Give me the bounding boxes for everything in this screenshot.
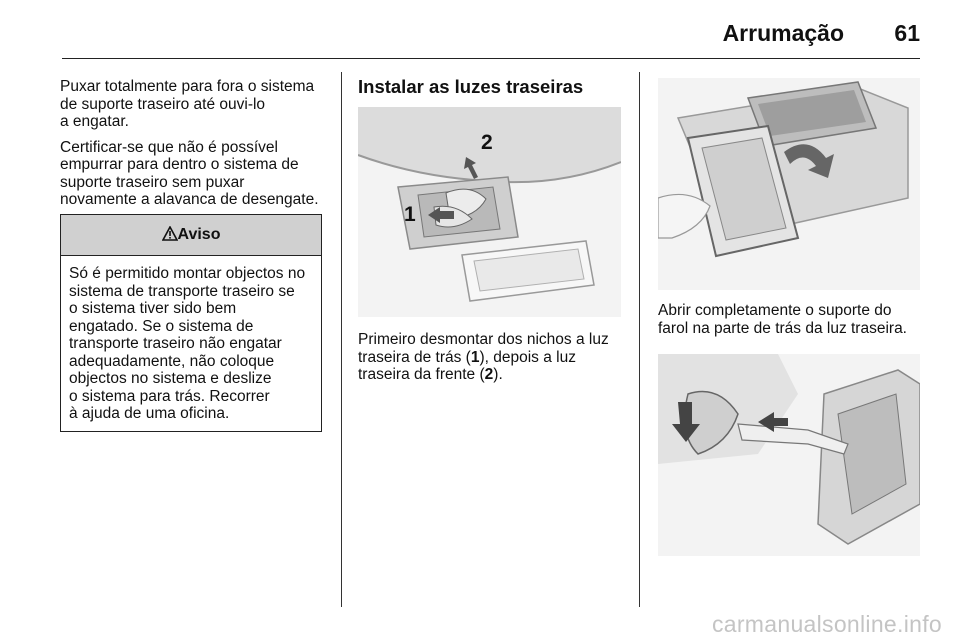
left-column — [60, 78, 330, 217]
section-heading: Instalar as luzes traseiras — [358, 76, 584, 97]
paragraph: Puxar totalmente para fora o sistema de suporte traseiro até ouvi-lo a engatar. — [60, 78, 315, 130]
bracket-opening-illustration — [658, 78, 920, 290]
warning-text: Só é permitido montar objectos no sistema de transporte traseiro se o sistema tiver sido bem engatado. Se o sistema de transporte traseiro não engatar adequadamente, não coloque objectos no sistema e deslize o sistema para trás. Recorrer à ajuda de uma oficina. — [69, 265, 306, 422]
column-divider — [639, 72, 640, 607]
figure-label-2: 2 — [481, 131, 493, 154]
warning-box — [60, 214, 322, 432]
caption-text: Primeiro desmontar dos nichos a luz traseira de trás ( — [358, 331, 609, 366]
figure-label-1: 1 — [404, 203, 416, 226]
bracket-drawing — [658, 78, 920, 290]
tail-light-removal-illustration — [358, 107, 621, 317]
caption-text: ), depois a luz traseira da frente ( — [358, 348, 576, 383]
middle-caption — [358, 331, 636, 384]
column-divider — [341, 72, 342, 607]
warning-header — [61, 215, 321, 256]
page-header — [62, 18, 920, 59]
warning-triangle-icon — [162, 226, 178, 241]
caption-text: ). — [493, 366, 503, 383]
watermark: carmanualsonline.info — [711, 611, 942, 637]
caption-ref-1: 1 — [470, 348, 480, 366]
warning-title: Aviso — [177, 226, 221, 243]
caption-ref-2: 2 — [484, 366, 494, 383]
right-caption: Abrir completamente o suporte do farol na parte de trás da luz traseira. — [658, 302, 907, 337]
light-bracket-drawing — [658, 354, 920, 556]
light-bracket-illustration — [658, 354, 920, 556]
paragraph: Certificar-se que não é possível empurrar para dentro o sistema de suporte traseiro sem puxar novamente a alavanca de desengate. — [60, 138, 319, 208]
page-number: 61 — [894, 20, 920, 46]
section-title: Arrumação — [722, 20, 844, 46]
